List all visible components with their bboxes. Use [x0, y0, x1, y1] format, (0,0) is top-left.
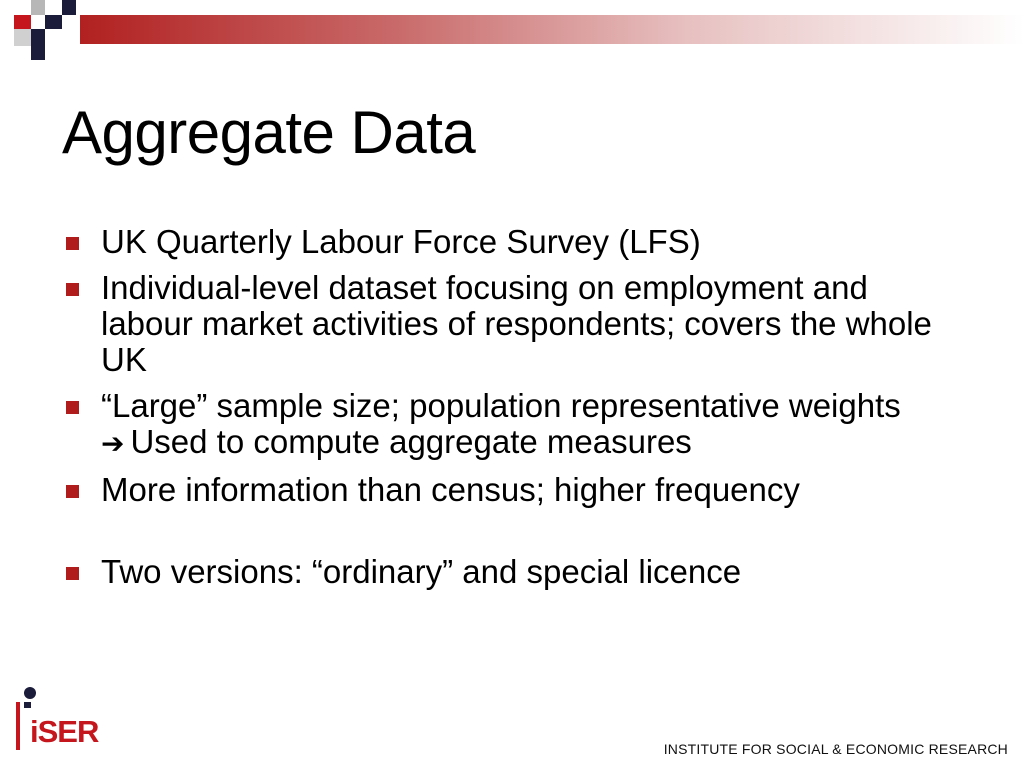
- bullet-text: Two versions: “ordinary” and special licence: [101, 553, 742, 590]
- square-bullet-icon: [66, 485, 79, 498]
- iser-logo-text: iSER: [30, 714, 99, 749]
- list-item: [62, 388, 962, 462]
- list-item: [62, 224, 962, 260]
- right-arrow-icon: ➔: [101, 427, 125, 460]
- bullet-text: More information than census; higher frequency: [101, 471, 800, 508]
- institute-name: INSTITUTE FOR SOCIAL & ECONOMIC RESEARCH: [663, 741, 1008, 757]
- bullet-subline: [101, 424, 962, 462]
- list-item: [62, 270, 962, 378]
- square-bullet-icon: [66, 401, 79, 414]
- square-bullet-icon: [66, 283, 79, 296]
- square-bullet-icon: [66, 237, 79, 250]
- slide-title: Aggregate Data: [62, 99, 476, 166]
- bullet-text: UK Quarterly Labour Force Survey (LFS): [101, 223, 701, 260]
- bullet-subline-text: Used to compute aggregate measures: [130, 423, 692, 460]
- bullet-list: [62, 224, 962, 600]
- list-item: [62, 472, 962, 508]
- list-item: [62, 554, 962, 590]
- corner-squares-logo: [0, 0, 80, 62]
- bullet-text: Individual-level dataset focusing on employment and labour market activities of respondents; covers the whole UK: [101, 269, 932, 378]
- bullet-text: “Large” sample size; population representative weights: [101, 387, 901, 424]
- square-bullet-icon: [66, 567, 79, 580]
- header-gradient-band: [60, 15, 1024, 44]
